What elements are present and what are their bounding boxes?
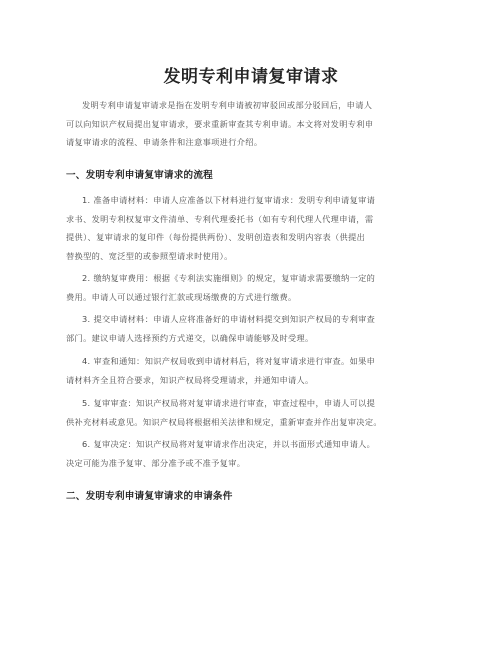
list-item-line: 决定可能为准予复审、部分准予或不准予复审。: [66, 457, 246, 468]
intro-line: 发明专利申请复审请求是指在发明专利申请被初审驳回或部分驳回后，申请人: [82, 100, 373, 110]
list-item-line: 求书、发明专利权复审文件清单、专利代理委托书（如有专利代理人代理申请，需: [66, 213, 374, 224]
list-item-line: 提供）、复审请求的复印件（每份提供两份）、发明创造表和发明内容表（供提出: [66, 232, 366, 242]
intro-line: 可以向知识产权局提出复审请求，要求重新审查其专利申请。本文将对发明专利申: [66, 118, 374, 129]
list-item: [66, 435, 438, 472]
list-item: [66, 352, 438, 389]
list-item-line: 1. 准备申请材料：申请人应准备以下材料进行复审请求：发明专利申请复审请: [82, 195, 376, 205]
list-item-line: 部门。建议申请人选择预约方式递交，以确保申请能够及时受理。: [66, 332, 314, 343]
list-item: [66, 191, 438, 265]
section-heading: 二、发明专利申请复审请求的申请条件: [66, 491, 233, 502]
intro-paragraph: [66, 96, 438, 152]
list-item-line: 4. 审查和通知：知识产权局收到申请材料后，将对复审请求进行审查。如果申: [82, 356, 376, 366]
list-item-line: 5. 复审审查：知识产权局将对复审请求进行审查，审查过程中，申请人可以提: [82, 398, 376, 408]
list-item-line: 供补充材料或意见。知识产权局将根据相关法律和规定，重新审查并作出复审决定。: [66, 416, 382, 427]
section-heading: 一、发明专利申请复审请求的流程: [66, 170, 213, 181]
document-title: 发明专利申请复审请求: [163, 67, 339, 87]
intro-line: 请复审请求的流程、申请条件和注意事项进行介绍。: [66, 137, 263, 147]
list-item: [66, 310, 438, 347]
list-item-line: 2. 缴纳复审费用：根据《专利法实施细则》的规定，复审请求需要缴纳一定的: [82, 273, 376, 283]
list-item-line: 替换型的、宽泛型的或参照型请求时使用）。: [66, 250, 233, 261]
list-item-line: 6. 复审决定：知识产权局将对复审请求作出决定，并以书面形式通知申请人。: [82, 439, 376, 449]
list-item: [66, 394, 438, 431]
list-item: [66, 269, 438, 306]
list-item-line: 请材料齐全且符合要求，知识产权局将受理请求，并通知申请人。: [66, 374, 314, 385]
list-item-line: 3. 提交申请材料：申请人应将准备好的申请材料提交到知识产权局的专利审查: [82, 314, 376, 324]
list-item-line: 费用。申请人可以通过银行汇款或现场缴费的方式进行缴费。: [66, 291, 297, 302]
